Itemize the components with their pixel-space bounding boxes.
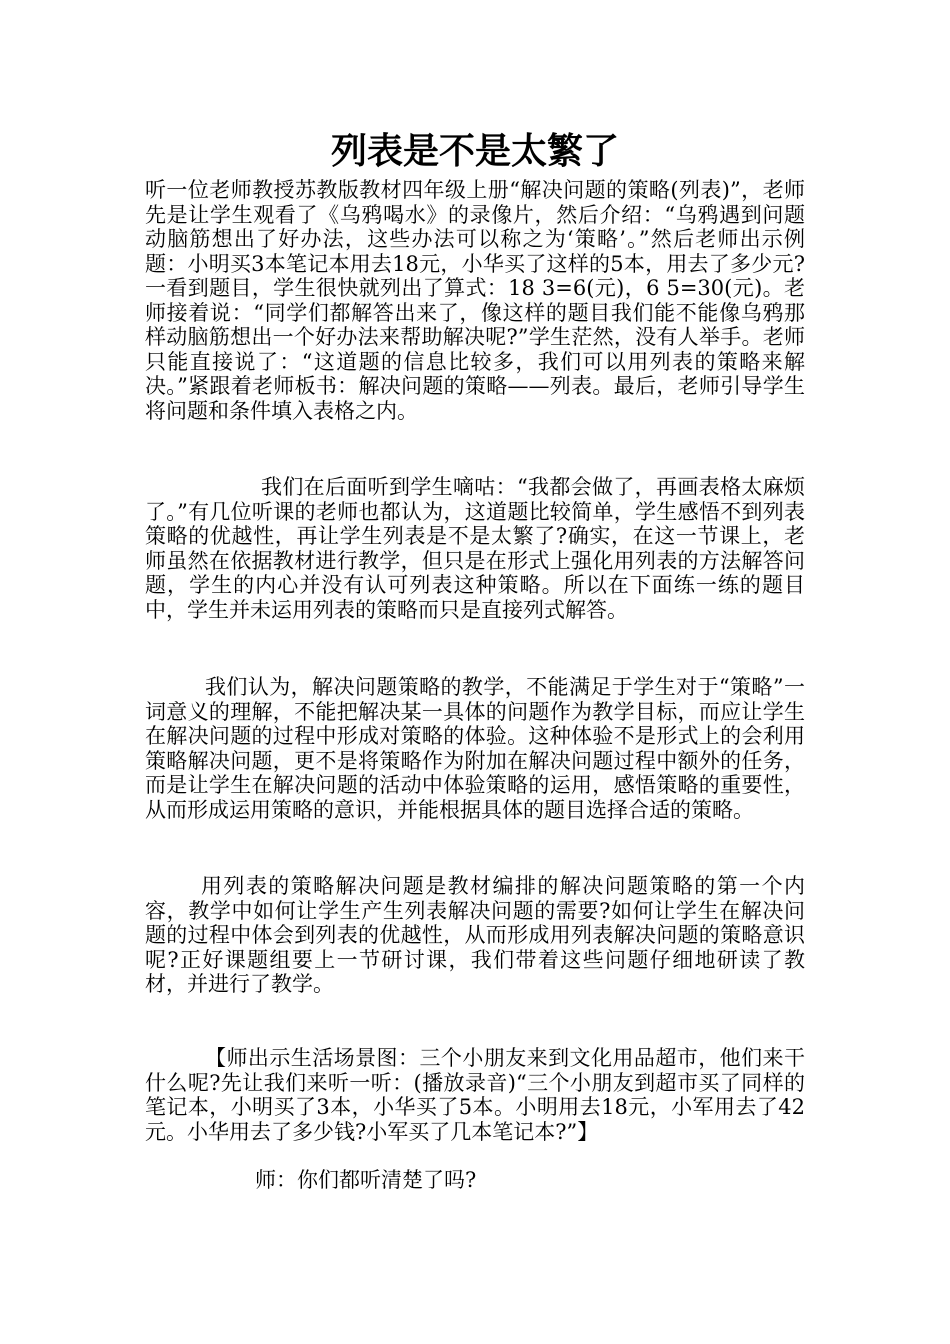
paragraph-2: 我们在后面听到学生嘀咕：“我都会做了，再画表格太麻烦了。”有几位听课的老师也都认为，这道题比较简单，学生感悟不到列表策略的优越性，再让学生列表是不是太繁了?确实，在这一节课上，老师虽然在依据教材进行教学，但只是在形式上强化用列表的方法解答问题，学生的内心并没有认可列表这种策略。所以在下面练一练的题目中，学生并未运用列表的策略而只是直接列式解答。 — [145, 475, 805, 622]
paragraph-5: 【师出示生活场景图：三个小朋友来到文化用品超市，他们来干什么呢?先让我们来听一听：(播放录音)“三个小朋友到超市买了同样的笔记本，小明买了3本，小华买了5本。小明用去18元，小军用去了42元。小华用去了多少钱?小军买了几本笔记本?”】 — [145, 1046, 805, 1144]
paragraph-1: 听一位老师教授苏教版教材四年级上册“解决问题的策略(列表)”，老师先是让学生观看了《乌鸦喝水》的录像片，然后介绍：“乌鸦遇到问题动脑筋想出了好办法，这些办法可以称之为‘策略’。”然后老师出示例题：小明买3本笔记本用去18元，小华买了这样的5本，用去了多少元?一看到题目，学生很快就列出了算式：18 3=6(元)，6 5=30(元)。老师接着说：“同学们都解答出来了，像这样的题目我们能不能像乌鸦那样动脑筋想出一个好办法来帮助解决呢?”学生茫然，没有人举手。老师只能直接说了：“这道题的信息比较多，我们可以用列表的策略来解决。”紧跟着老师板书：解决问题的策略——列表。最后，老师引导学生将问题和条件填入表格之内。 — [145, 178, 805, 423]
paragraph-6: 师：你们都听清楚了吗? — [255, 1168, 477, 1192]
document-title: 列表是不是太繁了 — [330, 130, 619, 172]
paragraph-4: 用列表的策略解决问题是教材编排的解决问题策略的第一个内容，教学中如何让学生产生列表解决问题的需要?如何让学生在解决问题的过程中体会到列表的优越性，从而形成用列表解决问题的策略意识呢?正好课题组要上一节研讨课，我们带着这些问题仔细地研读了教材，并进行了教学。 — [145, 874, 805, 996]
paragraph-3: 我们认为，解决问题策略的教学，不能满足于学生对于“策略”一词意义的理解，不能把解决某一具体的问题作为教学目标，而应让学生在解决问题的过程中形成对策略的体验。这种体验不是形式上的会利用策略解决问题，更不是将策略作为附加在解决问题过程中额外的任务，而是让学生在解决问题的活动中体验策略的运用，感悟策略的重要性，从而形成运用策略的意识，并能根据具体的题目选择合适的策略。 — [145, 675, 805, 822]
